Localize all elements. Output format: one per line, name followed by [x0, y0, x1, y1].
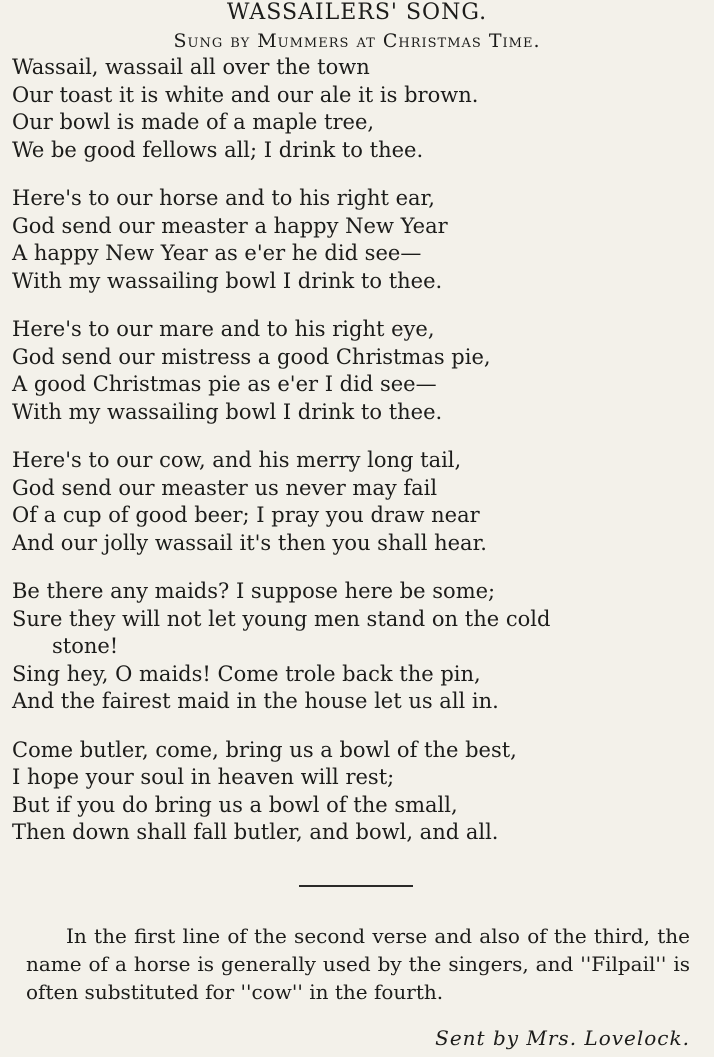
- verse-line: Here's to our cow, and his merry long tail,: [12, 448, 462, 472]
- note-text: In the first line of the second verse and also of the third, the name of a horse is generally used by the singers, and ''Filpail'' is often substituted for ''cow'' in the fourth.: [26, 924, 690, 1004]
- stanza-5: [12, 578, 702, 716]
- section-divider: [299, 885, 413, 887]
- stanza-2: [12, 185, 702, 295]
- verse-line: Wassail, wassail all over the town: [12, 55, 370, 79]
- verse-line: We be good fellows all; I drink to thee.: [12, 137, 424, 162]
- verse-line: And our jolly wassail it's then you shall hear.: [12, 530, 487, 555]
- verse-line: Of a cup of good beer; I pray you draw near: [12, 503, 480, 527]
- verse-line: Be there any maids? I suppose here be some;: [12, 579, 496, 603]
- verse-line: A happy New Year as e'er he did see—: [12, 241, 422, 265]
- editorial-note: [26, 922, 690, 1006]
- verse-line: God send our measter us never may fail: [12, 475, 438, 500]
- stanza-3: [12, 316, 702, 426]
- stanza-6: [12, 737, 702, 847]
- verse-line: Sing hey, O maids! Come trole back the pin,: [12, 661, 481, 686]
- verse-line: Then down shall fall butler, and bowl, and all.: [12, 820, 499, 844]
- verse-line: And the fairest maid in the house let us all in.: [12, 689, 499, 713]
- verse-line: Come butler, come, bring us a bowl of the best,: [12, 737, 517, 762]
- attribution: Sent by Mrs. Lovelock.: [435, 1026, 690, 1050]
- verse-line-continuation: stone!: [52, 634, 119, 658]
- verse-line: Here's to our horse and to his right ear,: [12, 186, 435, 210]
- verse-line: With my wassailing bowl I drink to thee.: [12, 268, 443, 293]
- verses: [12, 54, 702, 868]
- song-title: WASSAILERS' SONG.: [226, 0, 488, 25]
- verse-line: I hope your soul in heaven will rest;: [12, 765, 395, 789]
- verse-line: Our toast it is white and our ale it is brown.: [12, 82, 479, 107]
- verse-line: A good Christmas pie as e'er I did see—: [12, 372, 437, 396]
- verse-line: Sure they will not let young men stand on the cold: [12, 606, 551, 631]
- stanza-1: [12, 54, 702, 164]
- verse-line: With my wassailing bowl I drink to thee.: [12, 399, 443, 424]
- verse-line: But if you do bring us a bowl of the small,: [12, 792, 458, 817]
- song-subtitle: Sung by Mummers at Christmas Time.: [173, 30, 541, 52]
- verse-line: God send our mistress a good Christmas pie,: [12, 344, 491, 369]
- stanza-4: [12, 447, 702, 557]
- verse-line: God send our measter a happy New Year: [12, 213, 448, 238]
- verse-line: Here's to our mare and to his right eye,: [12, 317, 435, 341]
- verse-line: Our bowl is made of a maple tree,: [12, 110, 375, 134]
